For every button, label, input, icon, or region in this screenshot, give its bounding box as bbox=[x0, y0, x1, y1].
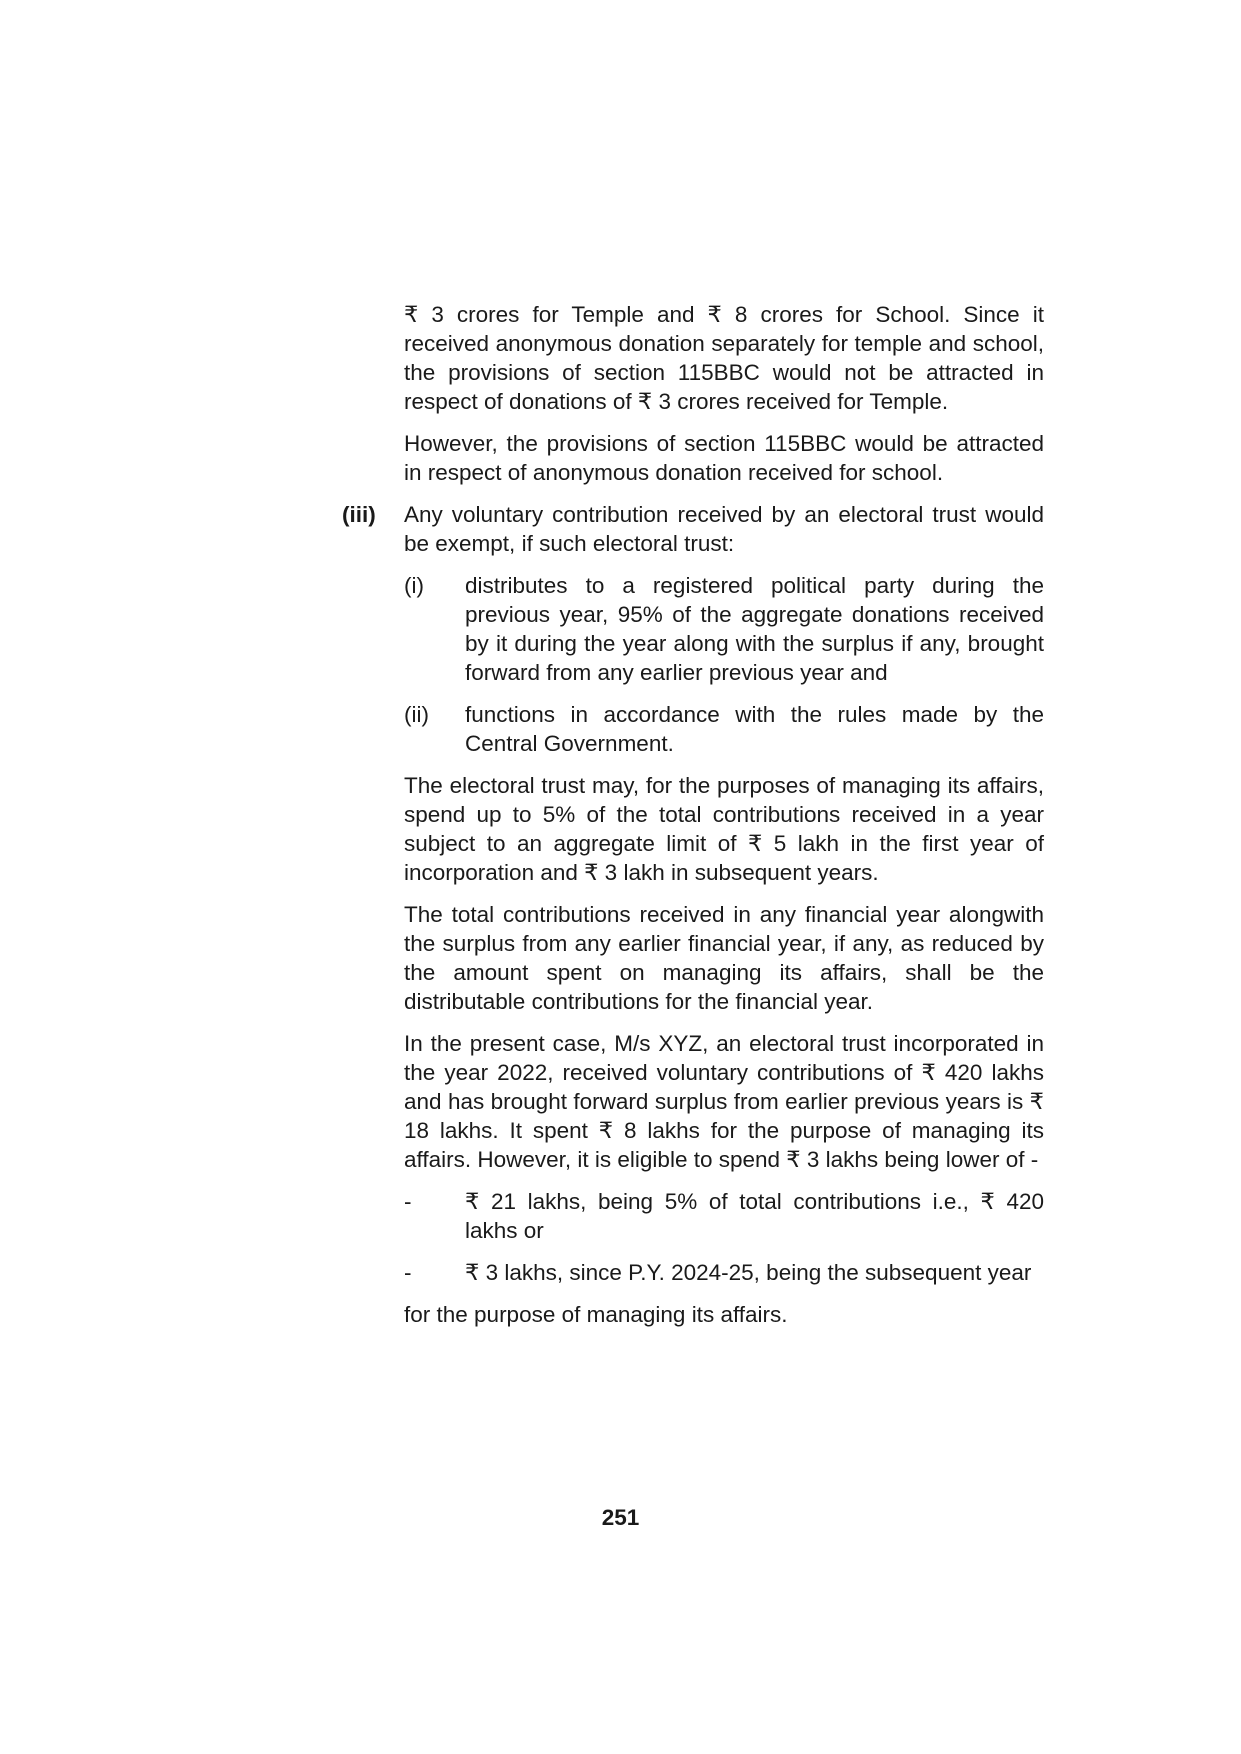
bullet-1 bbox=[404, 1187, 1044, 1245]
bullet-2 bbox=[404, 1258, 1044, 1287]
condition-i bbox=[404, 571, 1044, 687]
intro-paragraph-2: However, the provisions of section 115BBC would be attracted in respect of anonymous donation received for school. bbox=[404, 431, 1044, 485]
condition-ii-marker: (ii) bbox=[404, 702, 429, 727]
paragraph-distributable: The total contributions received in any financial year alongwith the surplus from any earlier financial year, if any, as reduced by the amount spent on managing its affairs, shall be the distributable contributions for the financial year. bbox=[404, 902, 1044, 1014]
closing-line: for the purpose of managing its affairs. bbox=[404, 1302, 788, 1327]
bullet-1-marker: - bbox=[404, 1189, 412, 1214]
condition-ii bbox=[404, 700, 1044, 758]
page-number: 251 bbox=[601, 1505, 640, 1530]
condition-i-marker: (i) bbox=[404, 573, 424, 598]
paragraph-case: In the present case, M/s XYZ, an electoral trust incorporated in the year 2022, received voluntary contributions of ₹ 420 lakhs and has brought forward surplus from earlier previous years is ₹ 18 lakhs. It spent ₹ 8 lakhs for the purpose of managing its affairs. However, it is eligible to spend ₹ 3 lakhs being lower of - bbox=[404, 1031, 1044, 1172]
item-iii bbox=[342, 500, 1044, 1329]
intro-paragraph-1: ₹ 3 crores for Temple and ₹ 8 crores for School. Since it received anonymous donation separately for temple and school, the provisions of section 115BBC would not be attracted in respect of donations of ₹ 3 crores received for Temple. bbox=[404, 302, 1044, 414]
bullet-2-marker: - bbox=[404, 1260, 412, 1285]
bullet-2-text: ₹ 3 lakhs, since P.Y. 2024-25, being the subsequent year bbox=[465, 1260, 1032, 1285]
page-body bbox=[342, 300, 1044, 1342]
item-iii-marker: (iii) bbox=[342, 502, 376, 527]
condition-ii-text: functions in accordance with the rules made by the Central Government. bbox=[465, 702, 1044, 756]
item-iii-lead: Any voluntary contribution received by an electoral trust would be exempt, if such electoral trust: bbox=[404, 502, 1044, 556]
bullet-1-text: ₹ 21 lakhs, being 5% of total contributions i.e., ₹ 420 lakhs or bbox=[465, 1189, 1044, 1243]
paragraph-expenses: The electoral trust may, for the purposes of managing its affairs, spend up to 5% of the total contributions received in a year subject to an aggregate limit of ₹ 5 lakh in the first year of incorporation and ₹ 3 lakh in subsequent years. bbox=[404, 773, 1044, 885]
condition-i-text: distributes to a registered political party during the previous year, 95% of the aggregate donations received by it during the year along with the surplus if any, brought forward from any earlier previous year and bbox=[465, 573, 1044, 685]
